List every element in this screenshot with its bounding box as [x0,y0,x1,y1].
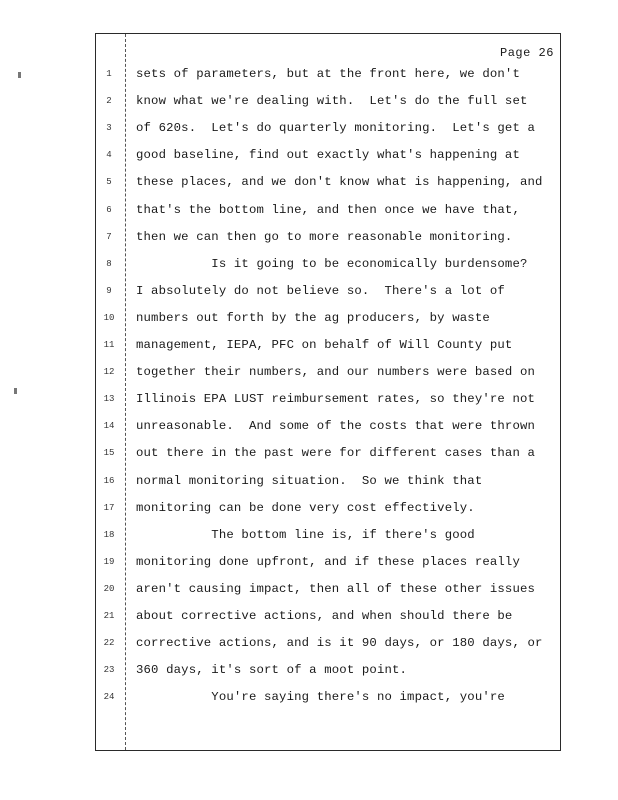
line-number-margin-rule [125,34,126,750]
transcript-line: corrective actions, and is it 90 days, or 180 days, or [136,636,543,651]
transcript-line: Illinois EPA LUST reimbursement rates, so they're not [136,392,536,407]
line-number: 14 [103,421,115,432]
line-number: 1 [106,69,112,79]
line-number: 4 [106,150,112,161]
line-number: 23 [103,665,115,676]
transcript-line: numbers out forth by the ag producers, by waste [136,310,490,325]
transcript-line: these places, and we don't know what is happening, and [136,175,543,190]
transcript-line: You're saying there's no impact, you're [136,690,505,705]
line-number: 5 [106,177,112,188]
line-number: 16 [103,475,115,486]
line-number: 10 [103,312,115,323]
scan-speck [18,72,21,78]
line-number: 6 [106,204,112,215]
transcript-line: together their numbers, and our numbers were based on [136,365,536,380]
transcript-line: I absolutely do not believe so. There's a lot of [136,283,505,298]
transcript-line: aren't causing impact, then all of these other issues [136,581,536,596]
line-number: 24 [103,692,115,703]
scan-speck [14,388,17,394]
transcript-line: unreasonable. And some of the costs that were thrown [136,419,536,434]
transcript-line: of 620s. Let's do quarterly monitoring. Let's get a [136,121,536,136]
line-number: 2 [106,96,112,107]
page-number: Page 26 [500,46,554,60]
line-number: 11 [103,340,115,350]
transcript-line: that's the bottom line, and then once we have that, [136,202,520,217]
transcript-line: management, IEPA, PFC on behalf of Will County put [136,338,513,352]
line-number: 12 [103,367,115,378]
transcript-line: good baseline, find out exactly what's happening at [136,148,520,163]
line-number: 18 [103,529,115,540]
line-number: 3 [106,123,112,134]
line-number: 20 [103,583,115,594]
transcript-line: know what we're dealing with. Let's do the full set [136,94,528,109]
line-number: 17 [103,502,115,513]
line-number: 13 [103,394,115,405]
line-number: 15 [103,448,115,459]
line-number: 22 [103,638,115,649]
line-number: 19 [103,556,115,567]
transcript-line: about corrective actions, and when should there be [136,609,513,623]
transcript-line: monitoring can be done very cost effectively. [136,500,475,515]
line-number: 21 [103,611,115,621]
transcript-line: monitoring done upfront, and if these places really [136,554,520,569]
transcript-line: sets of parameters, but at the front here, we don't [136,67,520,81]
transcript-line: Is it going to be economically burdensome? [136,256,528,271]
transcript-line: 360 days, it's sort of a moot point. [136,663,408,678]
line-number: 7 [106,231,112,242]
transcript-line: normal monitoring situation. So we think that [136,473,483,488]
line-number: 9 [106,285,112,296]
transcript-line: The bottom line is, if there's good [136,527,475,542]
line-number: 8 [106,258,112,269]
transcript-line: then we can then go to more reasonable monitoring. [136,229,513,244]
transcript-line: out there in the past were for different cases than a [136,446,536,461]
